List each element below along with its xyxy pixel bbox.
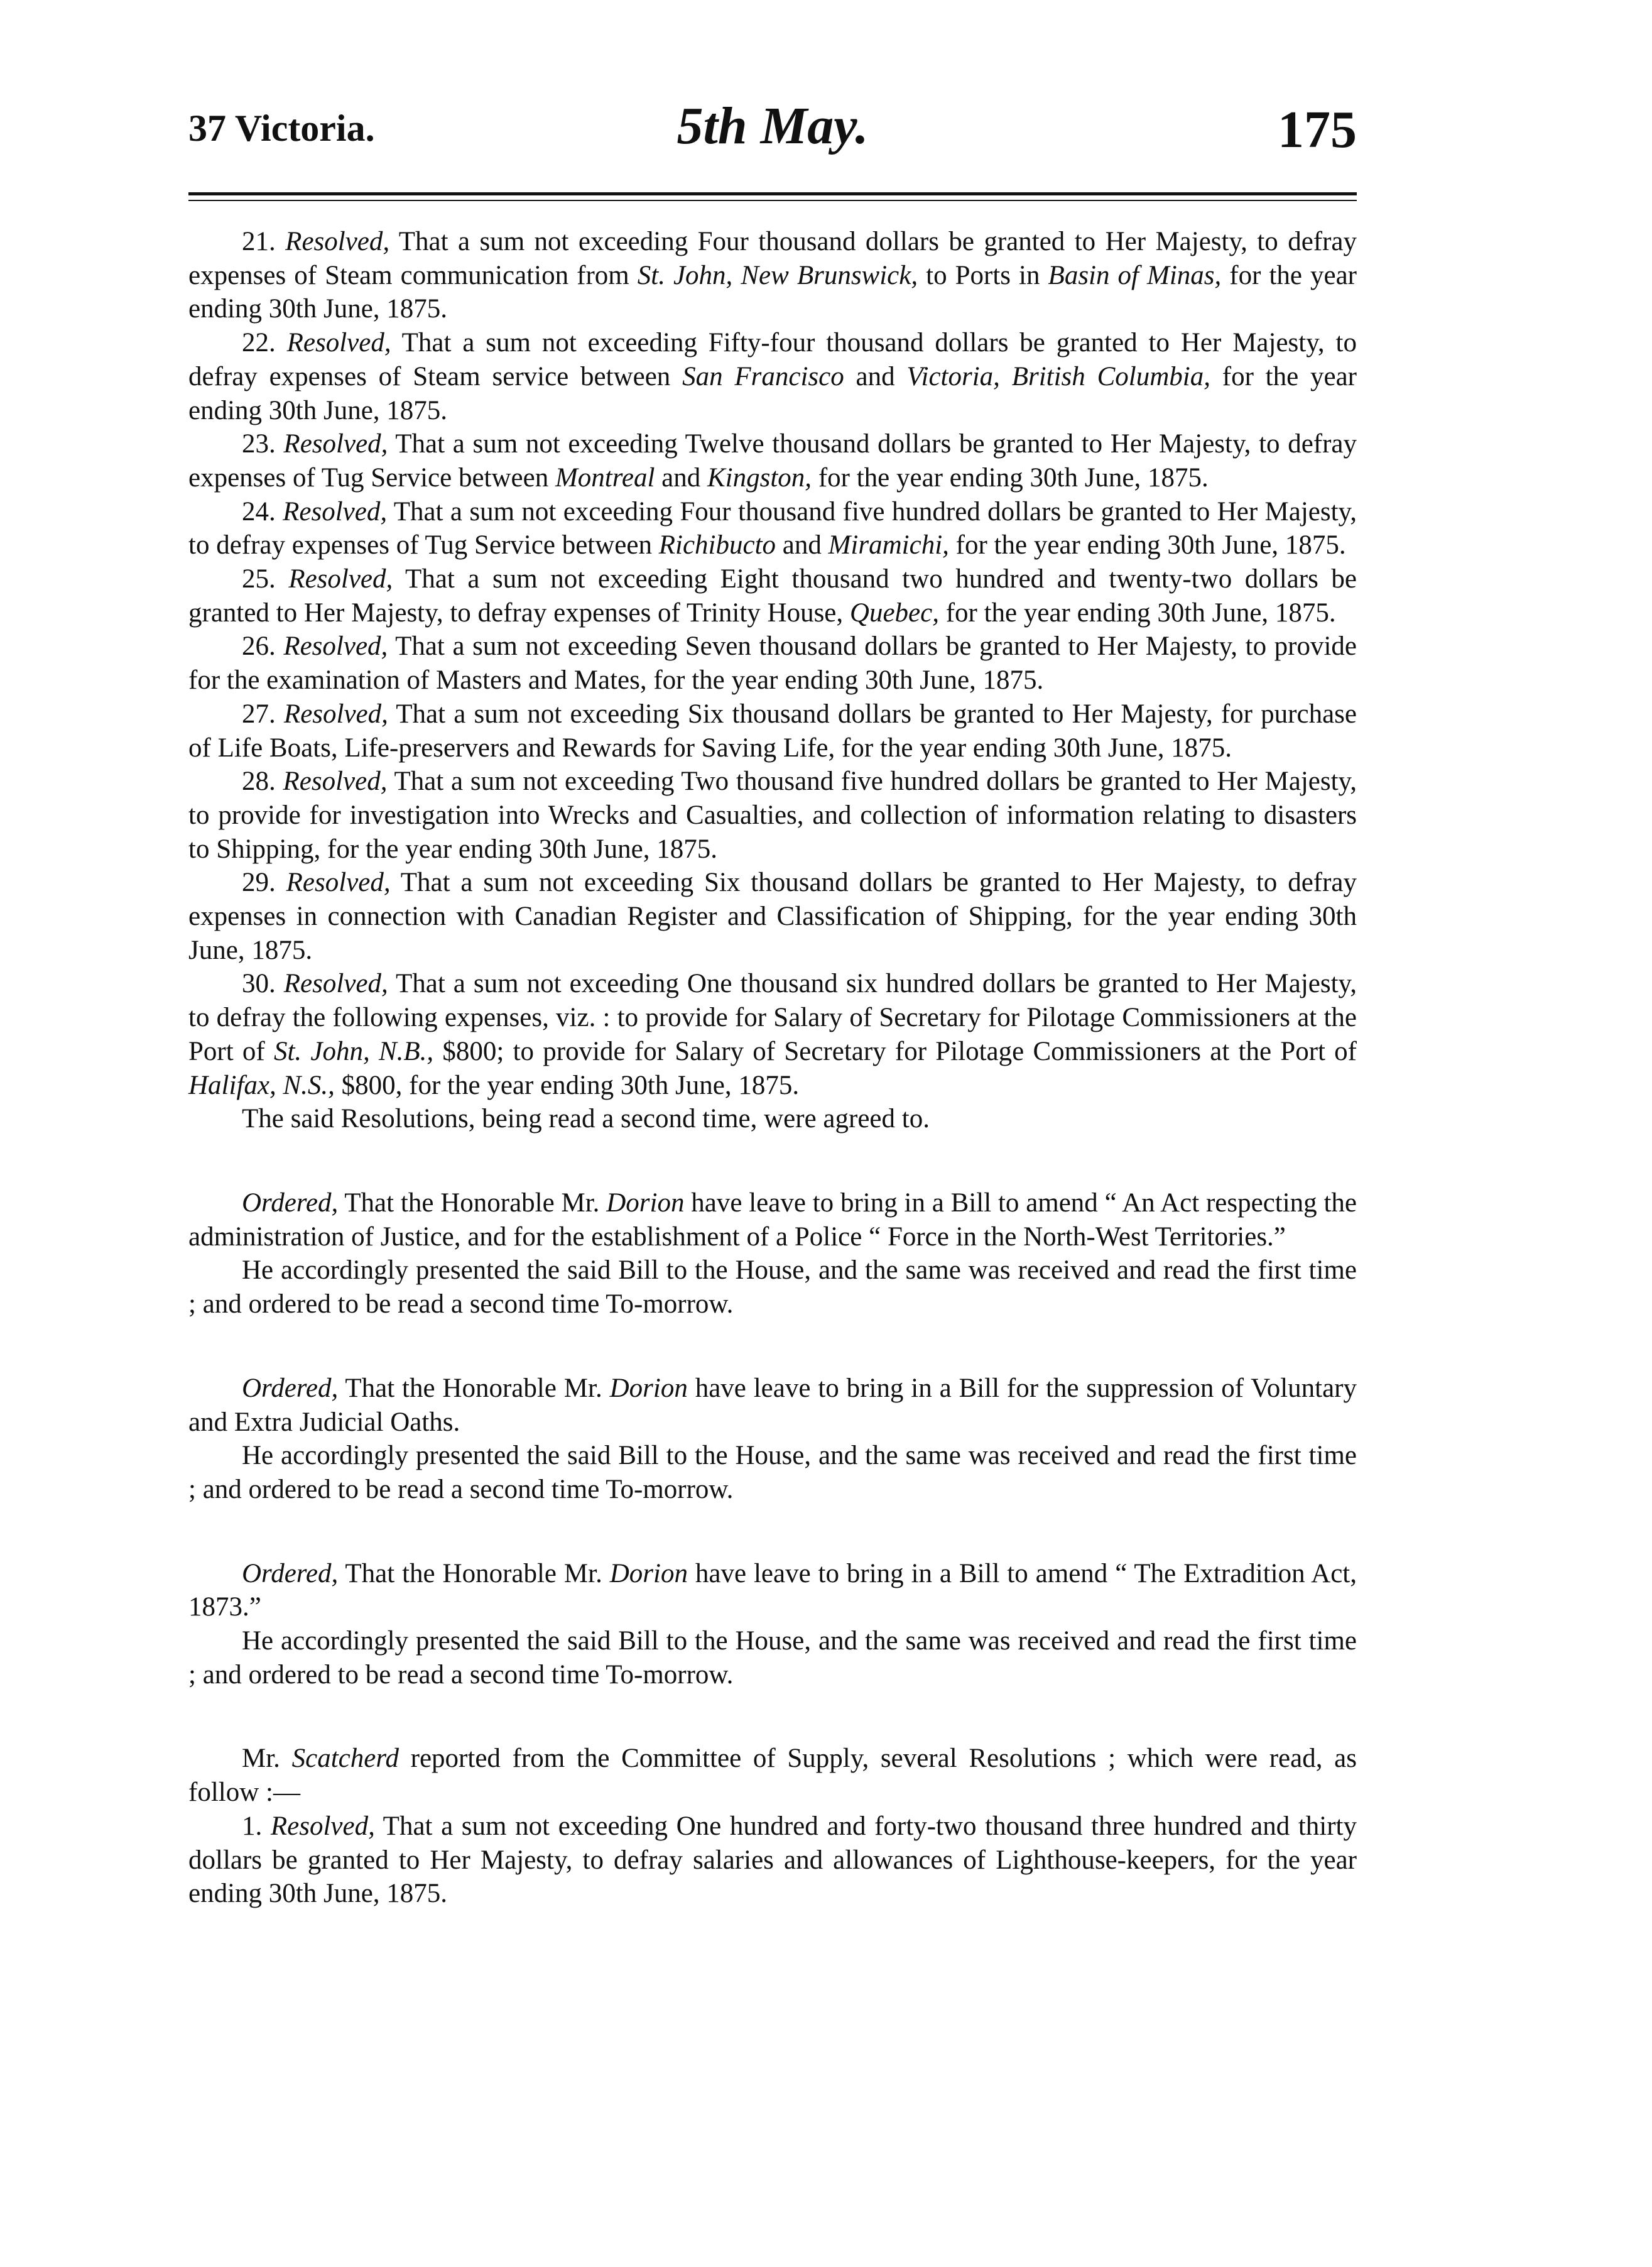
resolved-label: Resolved, <box>286 328 391 358</box>
resolved-label: Resolved, <box>283 699 388 729</box>
text-run: and <box>655 462 707 493</box>
paragraph <box>188 1254 1357 1321</box>
text-run: reported from the Committee of Supply, several Resolutions ; which were read, as follow :— <box>188 1744 1357 1808</box>
text-run: for the year ending 30th June, 1875. <box>188 361 1357 425</box>
text-run: That the Honorable Mr. <box>338 1558 610 1588</box>
text-run: $800, for the year ending 30th June, 1875. <box>334 1070 800 1100</box>
text-run: He accordingly presented the said Bill to the House, and the same was received and read the first time ; and ordered to be read a second time To-morrow. <box>188 1441 1357 1504</box>
paragraph <box>188 1102 1357 1136</box>
text-run: That the Honorable Mr. <box>338 1188 607 1218</box>
paragraph <box>188 1439 1357 1506</box>
page-number: 175 <box>1278 101 1357 159</box>
text-run: He accordingly presented the said Bill to the House, and the same was received and read the first time ; and ordered to be read a second time To-morrow. <box>188 1255 1357 1319</box>
header-rule-thin <box>188 200 1357 201</box>
resolution-paragraph <box>188 630 1357 697</box>
resolution-number: 1. <box>242 1811 271 1841</box>
italic-text: Scatcherd <box>291 1744 399 1774</box>
text-run: for the year ending 30th June, 1875. <box>948 530 1346 560</box>
section-gap <box>188 1691 1357 1742</box>
text-run: That a sum not exceeding Four thousand dollars be granted to Her Majesty, to defray expenses of Steam communication from <box>188 227 1357 290</box>
resolved-label: Resolved, <box>288 564 393 594</box>
italic-text: Richibucto <box>658 530 776 560</box>
resolved-label: Resolved, <box>285 227 390 256</box>
paragraph <box>188 1186 1357 1254</box>
text-run: That a sum not exceeding Twelve thousand dollars be granted to Her Majesty, to defray expenses of Tug Service between <box>188 429 1357 493</box>
section-gap <box>188 1321 1357 1372</box>
text-run: have leave to bring in a Bill for the suppression of Voluntary and Extra Judicial Oaths. <box>188 1373 1357 1437</box>
italic-text: Basin of Minas, <box>1048 260 1222 290</box>
text-run: and <box>844 361 907 391</box>
resolution-number: 28. <box>242 767 283 797</box>
resolved-label: Resolved, <box>283 969 388 999</box>
resolved-label: Resolved, <box>283 631 388 662</box>
resolution-paragraph <box>188 967 1357 1102</box>
paragraph <box>188 1372 1357 1439</box>
resolution-paragraph <box>188 765 1357 866</box>
paragraph <box>188 1557 1357 1624</box>
header-rule-thick <box>188 192 1357 195</box>
resolution-number: 30. <box>242 969 284 999</box>
italic-text: Ordered, <box>242 1373 339 1403</box>
text-run: have leave to bring in a Bill to amend “ The Extradition Act, 1873.” <box>188 1558 1357 1622</box>
header-regnal-year: 37 Victoria. <box>188 107 375 149</box>
text-run: for the year ending 30th June, 1875. <box>938 598 1336 628</box>
resolution-paragraph <box>188 427 1357 494</box>
italic-text: Halifax, N.S., <box>188 1070 335 1100</box>
italic-text: St. John, N.B., <box>273 1036 434 1066</box>
resolution-number: 24. <box>242 496 283 527</box>
italic-text: Dorion <box>609 1558 688 1588</box>
section-gap <box>188 1507 1357 1557</box>
page-header <box>188 88 1357 188</box>
resolution-number: 21. <box>242 227 286 256</box>
text-run: for the year ending 30th June, 1875. <box>812 462 1209 493</box>
italic-text: Quebec, <box>849 598 939 628</box>
italic-text: Kingston, <box>707 462 812 493</box>
resolution-number: 27. <box>242 699 284 729</box>
paragraph <box>188 1742 1357 1809</box>
resolution-paragraph <box>188 1810 1357 1911</box>
paragraph <box>188 1624 1357 1691</box>
text-run: and <box>776 530 829 560</box>
italic-text: Montreal <box>555 462 655 493</box>
italic-text: Ordered, <box>242 1558 339 1588</box>
italic-text: Dorion <box>609 1373 688 1403</box>
page-body <box>188 225 1357 1911</box>
italic-text: St. John, New Brunswick, <box>637 260 918 290</box>
resolution-paragraph <box>188 326 1357 427</box>
text-run: to Ports in <box>918 260 1048 290</box>
text-run: That a sum not exceeding One thousand six hundred dollars be granted to Her Majesty, to defray the following expenses, viz. : to provide for Salary of Secretary for Pilotage Commissioners at the Port of <box>188 969 1357 1066</box>
text-run: That a sum not exceeding Two thousand five hundred dollars be granted to Her Majesty, to provide for investigation into Wrecks and Casualties, and collection of information relating to disasters to Shipping, for the year ending 30th June, 1875. <box>188 767 1357 864</box>
header-date: 5th May. <box>677 97 869 155</box>
italic-text: Victoria, British Columbia, <box>906 361 1210 391</box>
resolved-label: Resolved, <box>286 868 391 898</box>
text-run: That a sum not exceeding Four thousand five hundred dollars be granted to Her Majesty, to defray expenses of Tug Service between <box>188 496 1357 560</box>
italic-text: San Francisco <box>682 361 844 391</box>
resolved-label: Resolved, <box>283 767 388 797</box>
italic-text: Dorion <box>606 1188 685 1218</box>
text-run: That a sum not exceeding One hundred and forty-two thousand three hundred and thirty dollars be granted to Her Majesty, to defray salaries and allowances of Lighthouse-keepers, for the year ending 30th June, 1875. <box>188 1811 1357 1909</box>
resolution-number: 22. <box>242 328 287 358</box>
italic-text: Miramichi, <box>828 530 949 560</box>
resolution-number: 23. <box>242 429 284 459</box>
text-run: The said Resolutions, being read a second time, were agreed to. <box>242 1104 930 1134</box>
resolution-number: 25. <box>242 564 289 594</box>
section-gap <box>188 1136 1357 1186</box>
resolved-label: Resolved, <box>283 429 388 459</box>
resolution-paragraph <box>188 562 1357 630</box>
text-run: Mr. <box>242 1744 292 1774</box>
text-run: That the Honorable Mr. <box>338 1373 610 1403</box>
resolution-paragraph <box>188 697 1357 765</box>
text-run: He accordingly presented the said Bill to the House, and the same was received and read the first time ; and ordered to be read a second time To-morrow. <box>188 1626 1357 1690</box>
resolution-paragraph <box>188 495 1357 562</box>
text-run: That a sum not exceeding Six thousand dollars be granted to Her Majesty, for purchase of Life Boats, Life-preservers and Rewards for Saving Life, for the year ending 30th June, 1875. <box>188 699 1357 763</box>
italic-text: Ordered, <box>242 1188 339 1218</box>
text-run: That a sum not exceeding Six thousand dollars be granted to Her Majesty, to defray expenses in connection with Canadian Register and Classification of Shipping, for the year ending 30th June, 1875. <box>188 868 1357 965</box>
resolution-paragraph <box>188 866 1357 967</box>
resolution-paragraph <box>188 225 1357 326</box>
text-run: have leave to bring in a Bill to amend “ An Act respecting the administration of Justice, and for the establishment of a Police “ Force in the North-West Territories.” <box>188 1188 1357 1252</box>
resolution-number: 29. <box>242 868 286 898</box>
text-run: $800; to provide for Salary of Secretary for Pilotage Commissioners at the Port of <box>433 1036 1357 1066</box>
text-run: That a sum not exceeding Eight thousand two hundred and twenty-two dollars be granted to Her Majesty, to defray expenses of Trinity House, <box>188 564 1357 628</box>
text-run: That a sum not exceeding Seven thousand dollars be granted to Her Majesty, to provide for the examination of Masters and Mates, for the year ending 30th June, 1875. <box>188 631 1357 696</box>
text-run: That a sum not exceeding Fifty-four thousand dollars be granted to Her Majesty, to defray expenses of Steam service between <box>188 328 1357 391</box>
resolved-label: Resolved, <box>270 1811 375 1841</box>
resolution-number: 26. <box>242 631 284 662</box>
text-run: for the year ending 30th June, 1875. <box>188 260 1357 324</box>
resolved-label: Resolved, <box>283 496 388 527</box>
